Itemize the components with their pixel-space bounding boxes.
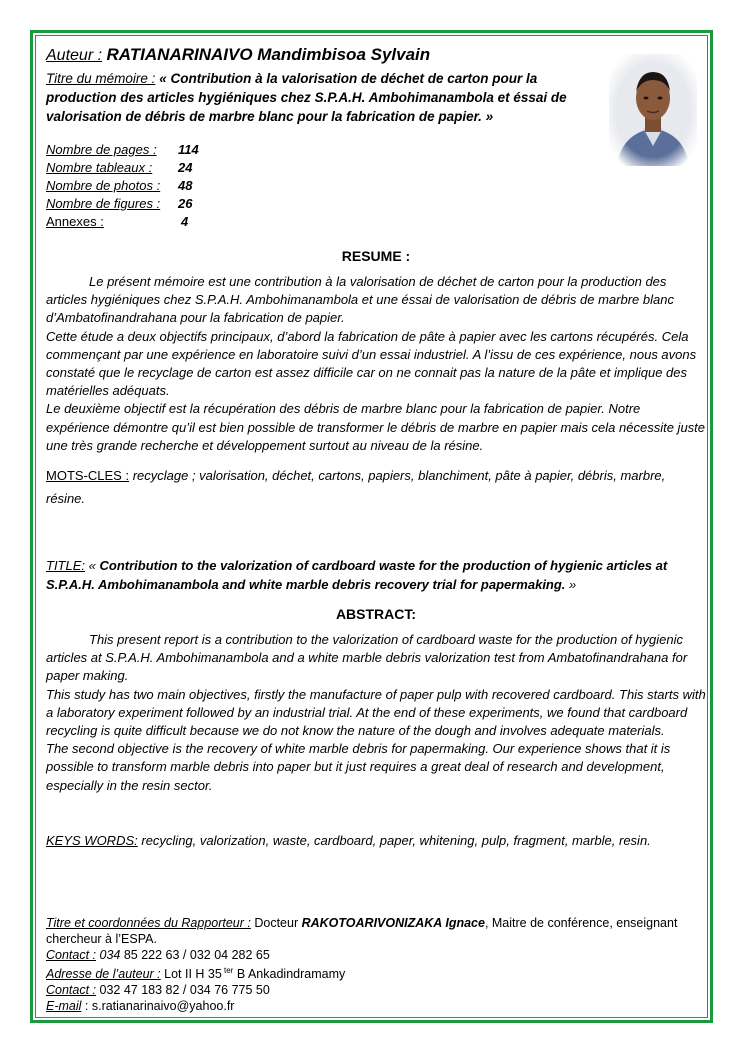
abstract-paragraph: This present report is a contribution to the valorization of cardboard waste for the production of hygienic articles at S.P.A.H. Ambohimanambola and a white marble debris valorization test from Ambatofinandrahana for paper making. [46, 632, 688, 684]
resume-paragraph: Le présent mémoire est une contribution à la valorisation de déchet de carton pour la production des articles hygiéniques chez S.P.A.H. Ambohimanambola et une éssai de valorisation de débris de marbre blanc d’Ambatofinandrahana pour la fabrication de papier. [46, 274, 674, 326]
stat-label: Nombre de photos : [46, 178, 161, 193]
contact-line-1 [46, 947, 706, 963]
abstract-paragraph: The second objective is the recovery of white marble debris for papermaking. Our experience shows that it is possible to transform marble debris into paper but it just requires a great deal of research and development, especially in the resin sector. [46, 741, 671, 793]
stats-list [46, 141, 199, 231]
english-title-text: Contribution to the valorization of cardboard waste for the production of hygienic articles at S.P.A.H. Ambohimanambola and white marble debris recovery trial for papermaking. [46, 558, 668, 592]
stat-row [46, 195, 199, 213]
english-title [46, 556, 706, 594]
stat-value: 24 [178, 160, 193, 175]
stat-label: Nombre de figures : [46, 196, 161, 211]
rapporteur-name: RAKOTOARIVONIZAKA Ignace [301, 916, 485, 930]
abstract-paragraph: This study has two main objectives, firstly the manufacture of paper pulp with recovered cardboard. This starts with a laboratory experiment followed by an industrial trial. At the end of these experiments, we found that cardboard recycling is quite difficult because we do not know the nature of the dough and involves adequate materials. [46, 686, 706, 739]
address-value-1: Lot II H 35 [160, 967, 222, 982]
memoire-title-label: Titre du mémoire : [46, 71, 156, 86]
author-line [46, 43, 430, 68]
memoire-title-text: « Contribution à la valorisation de déchet de carton pour la production des articles hygiéniques chez S.P.A.H. Ambohimanambola et éssai de valorisation de débris de marbre blanc pour la fabrication de papier. » [46, 71, 567, 124]
stat-row [46, 141, 199, 159]
contact-value: 032 47 183 82 / 034 76 775 50 [96, 983, 270, 998]
mots-cles-text: recyclage ; valorisation, déchet, cartons, papiers, blanchiment, pâte à papier, débris, marbre, résine. [46, 468, 666, 506]
address-line [46, 963, 706, 982]
mots-cles-label: MOTS-CLES : [46, 468, 130, 483]
author-label: Auteur : [46, 47, 103, 64]
keys-words [46, 832, 706, 850]
abstract-heading: ABSTRACT: [335, 606, 417, 622]
contact-line-2 [46, 982, 706, 998]
address-value-2: B Ankadindramamy [233, 967, 346, 982]
author-portrait-image [609, 54, 697, 166]
address-superscript: ter [221, 966, 234, 975]
abstract-body [46, 631, 706, 795]
stat-row [46, 213, 199, 231]
keys-words-text: recycling, valorization, waste, cardboard, paper, whitening, pulp, fragment, marble, resin. [137, 833, 651, 848]
contact-value: 85 222 63 / 032 04 282 65 [120, 948, 270, 962]
stat-row [46, 159, 199, 177]
rapporteur-line [46, 915, 706, 947]
memoire-title [46, 69, 611, 126]
author-name: RATIANARINAIVO Mandimbisoa Sylvain [106, 45, 431, 64]
rapporteur-prefix: Docteur [250, 916, 302, 930]
resume-paragraph: Le deuxième objectif est la récupération des débris de marbre blanc pour la fabrication de papier. Notre expérience démontre qu’il est bien possible de transformer le débris de marbre en papier mais cela nécessite juste une très grande recherche et développement surtout au niveau de la résine. [46, 401, 706, 453]
stat-value: 26 [178, 196, 193, 211]
stat-label: Annexes : [46, 214, 104, 229]
stat-value: 48 [178, 178, 193, 193]
address-label: Adresse de l’auteur : [46, 967, 161, 982]
english-title-close-quote: » [565, 577, 577, 592]
resume-paragraph: Cette étude a deux objectifs principaux, d’abord la fabrication de pâte à papier avec les cartons récupérés. Cela commençant par une expérience en laboratoire suivi d’un essai industriel. A l’issu de ces expérience, nous avons constaté que le recyclage de carton est assez difficile car on ne connait pas la nature de la pâte et implique des matérielles adéquats. [46, 328, 697, 399]
stat-label: Nombre de pages : [46, 142, 157, 157]
contact-prefix: 034 [96, 948, 121, 962]
stat-row [46, 177, 199, 195]
contact-label: Contact : [46, 983, 97, 998]
mots-cles [46, 464, 706, 510]
email-label: E-mail [46, 999, 82, 1014]
stat-value: 4 [181, 214, 189, 229]
stat-value: 114 [178, 142, 199, 157]
resume-body [46, 273, 706, 455]
rapporteur-label: Titre et coordonnées du Rapporteur : [46, 916, 251, 930]
rapporteur-suffix: , Maitre de conférence, enseignant chercheur à l’ESPA. [46, 916, 678, 946]
english-title-open-quote: « [85, 558, 100, 573]
email-line [46, 998, 706, 1014]
resume-heading: RESUME : [341, 248, 411, 264]
keys-words-label: KEYS WORDS: [46, 833, 138, 848]
contact-label: Contact : [46, 948, 97, 962]
stat-label: Nombre tableaux : [46, 160, 153, 175]
english-title-label: TITLE: [46, 558, 86, 573]
email-value: : s.ratianarinaivo@yahoo.fr [81, 999, 235, 1014]
footer-block [46, 915, 706, 1014]
